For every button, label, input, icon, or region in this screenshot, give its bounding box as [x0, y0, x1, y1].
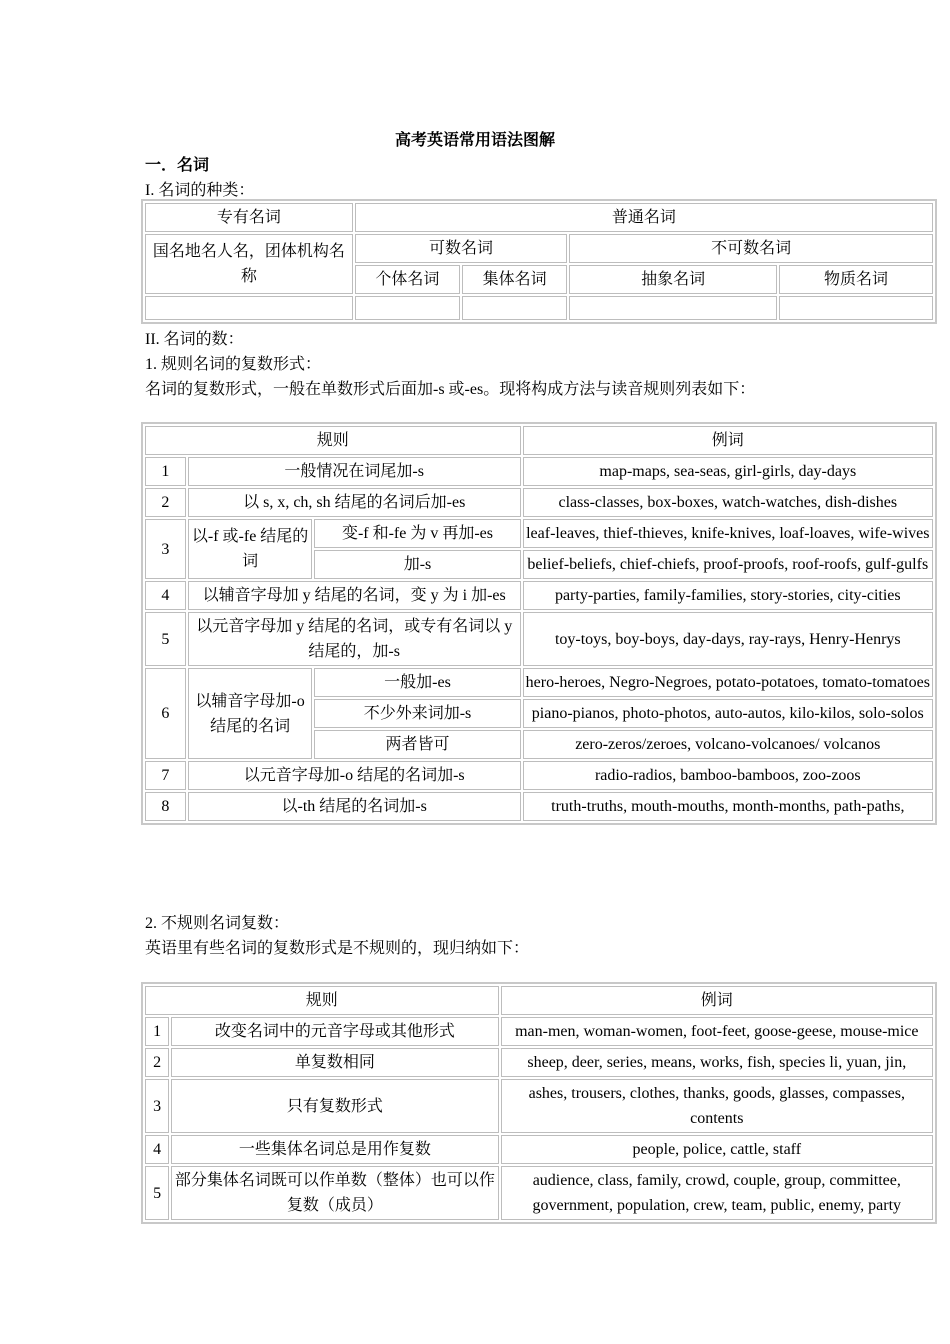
- empty-cell: [779, 296, 933, 320]
- empty-cell: [145, 296, 353, 320]
- row-number: 5: [145, 612, 186, 666]
- table-row: [145, 792, 933, 821]
- row-number: 8: [145, 792, 186, 821]
- row-number: 5: [145, 1166, 169, 1220]
- row-number: 2: [145, 1048, 169, 1077]
- example-cell: hero-heroes, Negro-Negroes, potato-potatoes, tomato-tomatoes: [523, 668, 933, 697]
- rule-cell: 部分集体名词既可以作单数（整体）也可以作复数（成员）: [171, 1166, 498, 1220]
- table-row: [145, 1135, 933, 1164]
- row-number: 4: [145, 581, 186, 610]
- header-proper-noun: 专有名词: [145, 203, 353, 232]
- table-row: [145, 1048, 933, 1077]
- rule-cell: 一般情况在词尾加-s: [188, 457, 521, 486]
- row-number: 6: [145, 668, 186, 759]
- subheading-noun-kinds: I. 名词的种类：: [145, 182, 255, 199]
- header-example: 例词: [501, 986, 933, 1015]
- example-cell: radio-radios, bamboo-bamboos, zoo-zoos: [523, 761, 933, 790]
- rule-cell: 以元音字母加 y 结尾的名词，或专有名词以 y 结尾的，加-s: [188, 612, 521, 666]
- example-cell: zero-zeros/zeroes, volcano-volcanoes/ volcanos: [523, 730, 933, 759]
- example-cell: man-men, woman-women, foot-feet, goose-geese, mouse-mice: [501, 1017, 933, 1046]
- section-heading-nouns: 一．名词: [145, 157, 210, 174]
- header-material-noun: 物质名词: [779, 265, 933, 294]
- rule-cell: 以辅音字母加-o 结尾的名词: [188, 668, 313, 759]
- sub-rule-cell: 不少外来词加-s: [314, 699, 520, 728]
- table-row: [145, 1166, 933, 1220]
- table-row: [145, 457, 933, 486]
- rule-cell: 以辅音字母加 y 结尾的名词，变 y 为 i 加-es: [188, 581, 521, 610]
- rule-cell: 改变名词中的元音字母或其他形式: [171, 1017, 498, 1046]
- rule-cell: 以-f 或-fe 结尾的词: [188, 519, 313, 579]
- header-rule: 规则: [145, 426, 521, 455]
- sub-rule-cell: 两者皆可: [314, 730, 520, 759]
- header-example: 例词: [523, 426, 933, 455]
- noun-kinds-table: [141, 199, 937, 324]
- header-individual-noun: 个体名词: [355, 265, 460, 294]
- row-number: 1: [145, 457, 186, 486]
- row-number: 4: [145, 1135, 169, 1164]
- header-rule: 规则: [145, 986, 499, 1015]
- example-cell: belief-beliefs, chief-chiefs, proof-proofs, roof-roofs, gulf-gulfs: [523, 550, 933, 579]
- table-row: [145, 761, 933, 790]
- rule-cell: 以元音字母加-o 结尾的名词加-s: [188, 761, 521, 790]
- sub-rule-cell: 一般加-es: [314, 668, 520, 697]
- table-row: [145, 488, 933, 517]
- rule-cell: 以-th 结尾的名词加-s: [188, 792, 521, 821]
- subheading-irregular-plural: 2. 不规则名词复数：: [145, 915, 290, 932]
- table-row: [145, 668, 933, 697]
- example-cell: map-maps, sea-seas, girl-girls, day-days: [523, 457, 933, 486]
- header-collective-noun: 集体名词: [462, 265, 567, 294]
- subheading-noun-number: II. 名词的数：: [145, 331, 244, 348]
- example-cell: party-parties, family-families, story-stories, city-cities: [523, 581, 933, 610]
- subheading-regular-plural: 1. 规则名词的复数形式：: [145, 356, 322, 373]
- proper-noun-description: 国名地名人名，团体机构名称: [145, 234, 353, 294]
- example-cell: piano-pianos, photo-photos, auto-autos, kilo-kilos, solo-solos: [523, 699, 933, 728]
- table-row: [145, 612, 933, 666]
- row-number: 3: [145, 519, 186, 579]
- regular-plural-description: 名词的复数形式，一般在单数形式后面加-s 或-es。现将构成方法与读音规则列表如下：: [145, 381, 756, 398]
- table-row: [145, 519, 933, 548]
- empty-cell: [569, 296, 777, 320]
- rule-cell: 以 s, x, ch, sh 结尾的名词后加-es: [188, 488, 521, 517]
- row-number: 2: [145, 488, 186, 517]
- sub-rule-cell: 变-f 和-fe 为 v 再加-es: [314, 519, 520, 548]
- example-cell: toy-toys, boy-boys, day-days, ray-rays, Henry-Henrys: [523, 612, 933, 666]
- example-cell: class-classes, box-boxes, watch-watches, dish-dishes: [523, 488, 933, 517]
- regular-plural-table: [141, 422, 937, 825]
- irregular-plural-description: 英语里有些名词的复数形式是不规则的，现归纳如下：: [145, 940, 530, 957]
- row-number: 7: [145, 761, 186, 790]
- header-countable-noun: 可数名词: [355, 234, 568, 263]
- header-common-noun: 普通名词: [355, 203, 933, 232]
- sub-rule-cell: 加-s: [314, 550, 520, 579]
- rule-cell: 单复数相同: [171, 1048, 498, 1077]
- header-abstract-noun: 抽象名词: [569, 265, 777, 294]
- document-title: 高考英语常用语法图解: [394, 132, 555, 149]
- row-number: 1: [145, 1017, 169, 1046]
- empty-cell: [462, 296, 567, 320]
- rule-cell: 一些集体名词总是用作复数: [171, 1135, 498, 1164]
- row-number: 3: [145, 1079, 169, 1133]
- table-row: [145, 1079, 933, 1133]
- example-cell: truth-truths, mouth-mouths, month-months, path-paths,: [523, 792, 933, 821]
- example-cell: leaf-leaves, thief-thieves, knife-knives, loaf-loaves, wife-wives: [523, 519, 933, 548]
- irregular-plural-table: [141, 982, 937, 1224]
- empty-cell: [355, 296, 460, 320]
- example-cell: people, police, cattle, staff: [501, 1135, 933, 1164]
- rule-cell: 只有复数形式: [171, 1079, 498, 1133]
- example-cell: audience, class, family, crowd, couple, group, committee, government, population, crew, team, public, enemy, party: [501, 1166, 933, 1220]
- header-uncountable-noun: 不可数名词: [569, 234, 933, 263]
- example-cell: sheep, deer, series, means, works, fish, species li, yuan, jin,: [501, 1048, 933, 1077]
- table-row: [145, 1017, 933, 1046]
- example-cell: ashes, trousers, clothes, thanks, goods, glasses, compasses, contents: [501, 1079, 933, 1133]
- table-row: [145, 581, 933, 610]
